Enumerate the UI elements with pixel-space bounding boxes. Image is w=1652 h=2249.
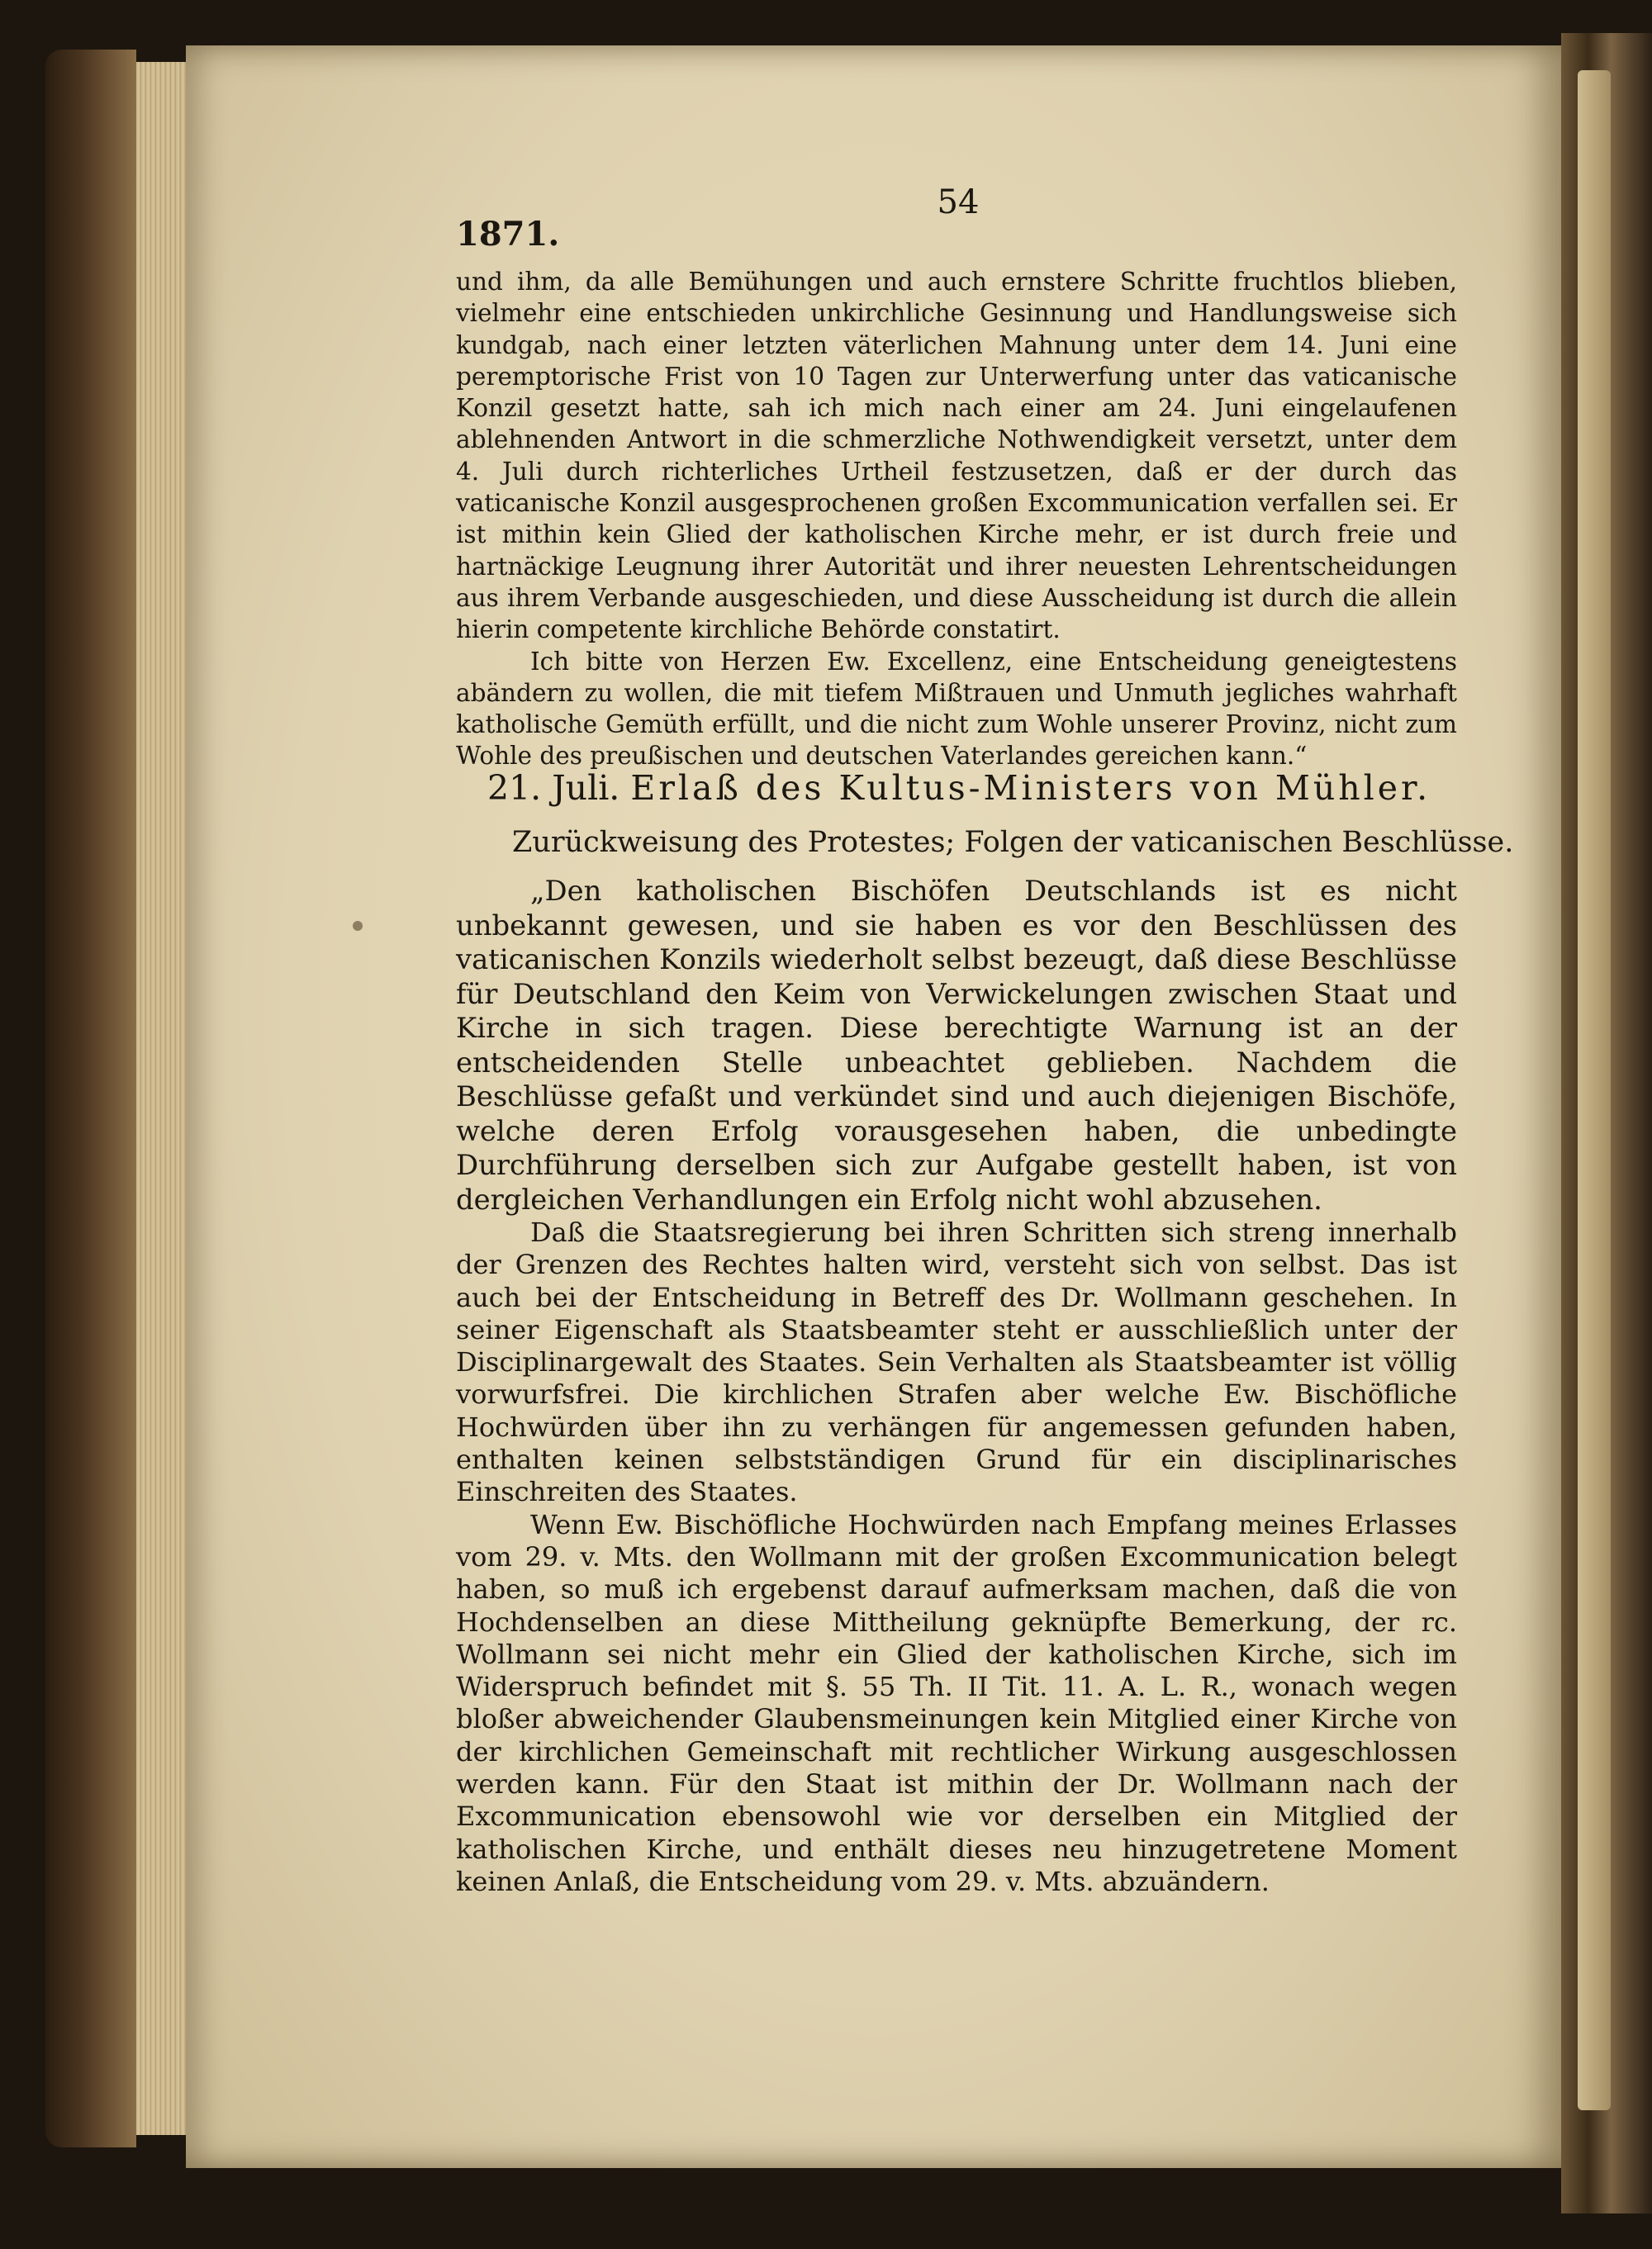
section-date: 21. Juli. [487, 768, 620, 808]
decree-paragraph-1: „Den katholischen Bischöfen Deutschlands ist es nicht unbekannt gewesen, und sie haben es vor den Beschlüssen des vaticanischen Konzils wiederholt selbst bezeugt, daß diese Beschlüsse für Deutschland den Keim von Verwickelungen zwischen Staat und Kirche in sich tragen. Diese berechtigte Warnung ist an der entscheidenden Stelle unbeachtet geblieben. Nachdem die Beschlüsse gefaßt und verkündet sind und auch diejenigen Bischöfe, welche deren Erfolg vorausgesehen haben, die unbedingte Durchführung derselben sich zur Aufgabe gestellt haben, ist von dergleichen Verhandlungen ein Erfolg nicht wohl abzusehen. [456, 875, 1457, 1216]
section-subheading: Zurückweisung des Protestes; Folgen der vaticanischen Beschlüsse. [512, 826, 1514, 859]
page-number: 54 [937, 183, 980, 221]
letter-paragraph-1: und ihm, da alle Bemühungen und auch ernstere Schritte fruchtlos blieben, vielmehr eine entschieden unkirchliche Gesinnung und Handlungsweise sich kundgab, nach einer letzten väterlichen Mahnung unter dem 14. Juni eine peremptorische Frist von 10 Tagen zur Unterwerfung unter das vaticanische Konzil gesetzt hatte, sah ich mich nach einer am 24. Juni eingelaufenen ablehnenden Antwort in die schmerzliche Nothwendigkeit versetzt, unter dem 4. Juli durch richterliches Urtheil festzusetzen, daß er der durch das vaticanische Konzil ausgesprochenen großen Excommunication verfallen sei. Er ist mithin kein Glied der katholischen Kirche mehr, er ist durch freie und hartnäckige Leugnung ihrer Autorität und ihrer neuesten Lehrentscheidungen aus ihrem Verbande ausgeschieden, und diese Ausscheidung ist durch die allein hierin competente kirchliche Behörde constatirt. [456, 268, 1457, 644]
running-year: 1871. [456, 215, 560, 254]
decree-paragraph-3: Wenn Ew. Bischöfliche Hochwürden nach Empfang meines Erlasses vom 29. v. Mts. den Wollmann mit der großen Excommunication belegt haben, so muß ich ergebenst darauf aufmerksam machen, daß die von Hochdenselben an diese Mittheilung geknüpfte Bemerkung, der rc. Wollmann sei nicht mehr ein Glied der katholischen Kirche, sich im Widerspruch befindet mit §. 55 Th. II Tit. 11. A. L. R., wonach wegen bloßer abweichender Glaubensmeinungen kein Mitglied einer Kirche von der kirchlichen Gemeinschaft mit rechtlicher Wirkung ausgeschlossen werden kann. Für den Staat ist mithin der Dr. Wollmann nach der Excommunication ebensowohl wie vor derselben ein Mitglied der katholischen Kirche, und enthält dieses neu hinzugetretene Moment keinen Anlaß, die Entscheidung vom 29. v. Mts. abzuändern. [456, 1508, 1457, 1897]
section-heading [487, 768, 1437, 808]
page-stack-edge [136, 62, 186, 2135]
section-title: Erlaß des Kultus-Ministers von Mühler. [630, 768, 1431, 808]
letter-continuation [456, 266, 1457, 772]
book-cover-edge [45, 50, 136, 2147]
page-stain [353, 921, 363, 931]
facing-page-edge [1578, 70, 1611, 2110]
decree-paragraph-2: Daß die Staatsregierung bei ihren Schritten sich streng innerhalb der Grenzen des Rechtes halten wird, versteht sich von selbst. Das ist auch bei der Entscheidung in Betreff des Dr. Wollmann geschehen. In seiner Eigenschaft als Staatsbeamter steht er ausschließlich unter der Disciplinargewalt des Staates. Sein Verhalten als Staatsbeamter ist völlig vorwurfsfrei. Die kirchlichen Strafen aber welche Ew. Bischöfliche Hochwürden über ihn zu verhängen für angemessen gefunden haben, enthalten keinen selbstständigen Grund für ein disciplinarisches Einschreiten des Staates. [456, 1217, 1457, 1508]
decree-text [456, 874, 1457, 1898]
letter-paragraph-2: Ich bitte von Herzen Ew. Excellenz, eine Entscheidung geneigtestens abändern zu wollen, die mit tiefem Mißtrauen und Unmuth jegliches wahrhaft katholische Gemüth erfüllt, und die nicht zum Wohle unserer Provinz, nicht zum Wohle des preußischen und deutschen Vaterlandes gereichen kann.“ [456, 647, 1457, 771]
